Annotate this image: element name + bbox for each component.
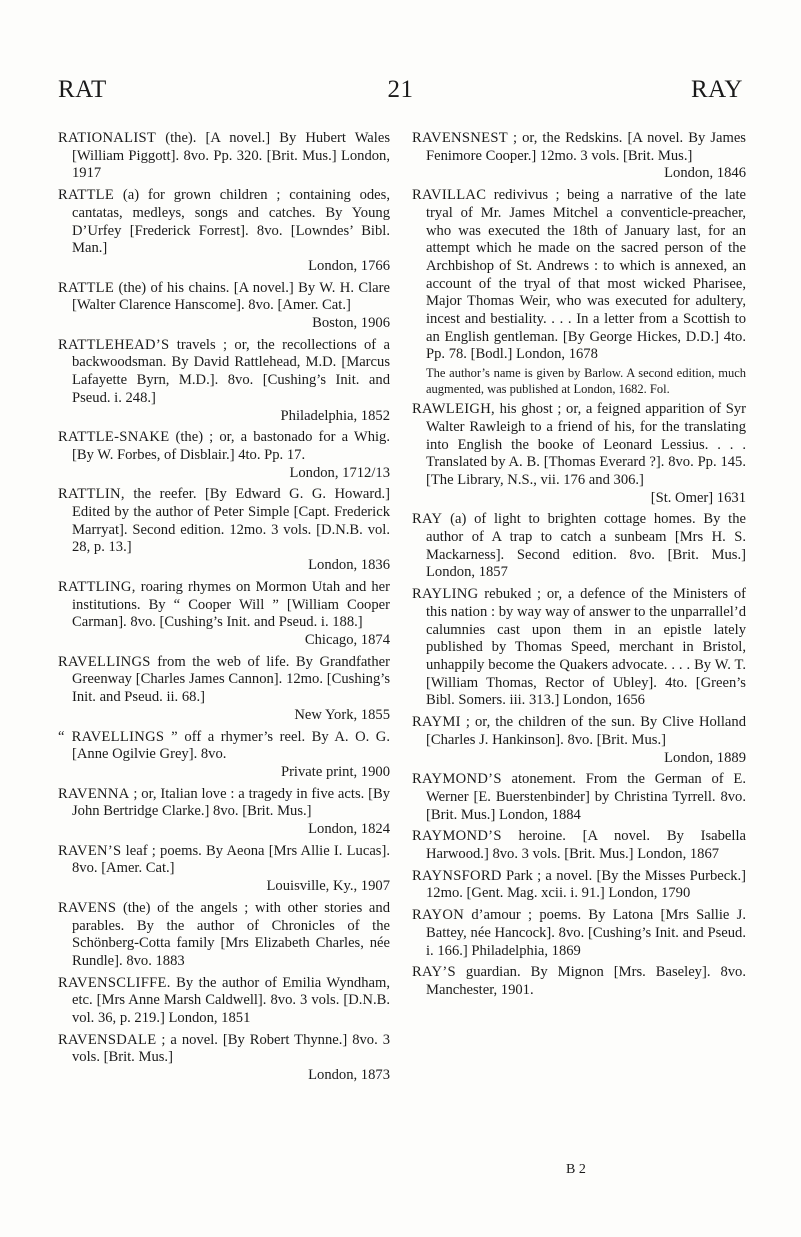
entry-heading: RAWLEIGH,	[412, 401, 495, 418]
entry-text: By the author of Emilia Wyndham, etc. [Mrs Anne Marsh Caldwell]. 8vo. 3 vols. [D.N.B. vol. 36, p. 219.] London, 1851	[72, 974, 390, 1027]
bibliography-entry	[58, 1032, 390, 1085]
bibliography-entry	[58, 280, 390, 333]
left-column	[58, 130, 390, 1089]
entry-text: rebuked ; or, a defence of the Ministers of this nation : by way way of answer to the unparrallel’d calumnies cast upon them in an epistle lately published by Thomas Speed, merchant in Bristol, unhappily become the Quakers advocate. . . . By W. T. [William Thomas, Rector of Ubley]. 4to. [Green’s Bibl. Somers. iii. 313.] London, 1656	[426, 586, 746, 709]
entry-text: the reefer. [By Edward G. G. Howard.] Edited by the author of Peter Simple [Capt. Frederick Marryat]. Second edition. 12mo. 3 vols. [D.N.B. vol. 28, p. 13.]	[72, 486, 390, 556]
entry-heading: RAY’S	[412, 964, 456, 981]
bibliography-entry	[412, 401, 746, 507]
entry-text: from the web of life. By Grandfather Greenway [Charles James Cannon]. 12mo. [Cushing’s Init. and Pseud. ii. 68.]	[72, 653, 390, 706]
bibliography-entry	[58, 579, 390, 650]
entry-heading: RATTLE	[58, 187, 115, 204]
entry-heading: RATTLING,	[58, 578, 136, 595]
bibliography-entry	[412, 828, 746, 863]
signature-mark: B 2	[566, 1162, 586, 1177]
entry-imprint: London, 1889	[664, 749, 746, 766]
header-right: RAY	[691, 76, 743, 103]
entry-heading: RAYMOND’S	[412, 771, 502, 788]
entry-heading: RAVENSCLIFFE.	[58, 974, 171, 991]
right-column	[412, 130, 746, 1004]
bibliography-entry	[58, 843, 390, 896]
entry-heading: RAYON	[412, 907, 465, 924]
entry-imprint: New York, 1855	[294, 706, 390, 723]
bibliography-entry	[412, 511, 746, 582]
entry-heading: RAVELLINGS	[58, 653, 151, 670]
entry-text: (the). [A novel.] By Hubert Wales [William Piggott]. 8vo. Pp. 320. [Brit. Mus.] London, 1917	[72, 130, 390, 182]
entry-heading: RAVENNA	[58, 785, 130, 802]
bibliography-entry	[58, 729, 390, 782]
bibliography-entry	[412, 868, 746, 903]
entry-imprint: London, 1712/13	[289, 464, 390, 481]
entry-text: (a) for grown children ; containing odes, cantatas, medleys, songs and catches. By Young D’Urfey [Frederick Forrest]. 8vo. [Lowndes’ Bibl. Man.]	[72, 187, 390, 257]
entry-note: The author’s name is given by Barlow. A second edition, much augmented, was published at London, 1682. Fol.	[426, 366, 746, 396]
entry-text: ; or, the Redskins. [A novel. By James Fenimore Cooper.] 12mo. 3 vols. [Brit. Mus.]	[426, 130, 746, 164]
entry-text: leaf ; poems. By Aeona [Mrs Allie I. Lucas]. 8vo. [Amer. Cat.]	[72, 842, 390, 877]
entry-imprint: London, 1824	[308, 821, 390, 838]
entry-text: heroine. [A novel. By Isabella Harwood.] 8vo. 3 vols. [Brit. Mus.] London, 1867	[426, 828, 746, 863]
entry-heading: RAVILLAC	[412, 187, 487, 204]
bibliography-entry	[412, 714, 746, 767]
entry-imprint: Philadelphia, 1852	[280, 407, 390, 424]
entry-heading: RAYNSFORD	[412, 867, 502, 884]
entry-text: off a rhymer’s reel. By A. O. G. [Anne Ogilvie Grey]. 8vo.	[72, 728, 390, 763]
entry-text: Park ; a novel. [By the Misses Purbeck.] 12mo. [Gent. Mag. xcii. i. 91.] London, 1790	[426, 867, 746, 902]
bibliography-entry	[58, 900, 390, 971]
bibliography-entry	[412, 907, 746, 960]
entry-imprint: London, 1846	[664, 165, 746, 182]
entry-text: guardian. By Mignon [Mrs. Baseley]. 8vo. Manchester, 1901.	[426, 964, 746, 998]
page-number: 21	[387, 76, 414, 103]
entry-text: atonement. From the German of E. Werner [E. Buerstenbinder] by Christina Tyrrell. 8vo. [Brit. Mus.] London, 1884	[426, 771, 746, 823]
bibliography-entry	[412, 771, 746, 824]
entry-imprint: [St. Omer] 1631	[650, 489, 746, 506]
entry-text: ; or, the children of the sun. By Clive Holland [Charles J. Hankinson]. 8vo. [Brit. Mus.]	[426, 714, 746, 748]
bibliography-entry	[58, 429, 390, 482]
entry-heading: RATTLE-SNAKE	[58, 429, 170, 446]
entry-imprint: Chicago, 1874	[304, 631, 390, 648]
entry-text: (a) of light to brighten cottage homes. By the author of A trap to catch a sunbeam [Mrs H. S. Mackarness]. Second edition. 8vo. [Brit. Mus.] London, 1857	[426, 511, 746, 581]
entry-text: (the) of the angels ; with other stories and parables. By the author of Chronicles of the Schönberg-Cotta family [Mrs Elizabeth Charles, née Rundle]. 8vo. 1883	[72, 899, 390, 969]
bibliography-entry	[412, 586, 746, 710]
bibliography-entry	[58, 786, 390, 839]
bibliography-entry	[58, 187, 390, 276]
entry-text: travels ; or, the recollections of a backwoodsman. By David Rattlehead, M.D. [Marcus Lafayette Byrn, M.D.]. 8vo. [Cushing’s Init. and Pseud. i. 248.]	[72, 336, 390, 406]
bibliography-entry	[58, 486, 390, 575]
bibliography-entry	[58, 975, 390, 1028]
entry-heading: RAVENSNEST	[412, 130, 508, 146]
entry-heading: RAY	[412, 511, 443, 528]
entry-imprint: London, 1836	[308, 557, 390, 574]
entry-heading: RATIONALIST	[58, 130, 157, 146]
entry-heading: RATTLIN,	[58, 486, 125, 503]
bibliography-entry	[58, 337, 390, 426]
entry-heading: RATTLE	[58, 279, 115, 296]
running-header	[58, 76, 743, 112]
entry-imprint: Louisville, Ky., 1907	[266, 878, 390, 895]
entry-text: d’amour ; poems. By Latona [Mrs Sallie J. Battey, née Hancock]. 8vo. [Cushing’s Init. and Pseud. i. 166.] Philadelphia, 1869	[426, 907, 746, 959]
entry-text: ; a novel. [By Robert Thynne.] 8vo. 3 vols. [Brit. Mus.]	[72, 1031, 390, 1066]
entry-imprint: London, 1766	[308, 257, 390, 274]
bibliography-entry	[412, 187, 746, 364]
entry-heading: “ RAVELLINGS ”	[58, 728, 178, 745]
bibliography-entry	[58, 654, 390, 725]
entry-text: roaring rhymes on Mormon Utah and her institutions. By “ Cooper Will ” [William Cooper Carman]. 8vo. [Cushing’s Init. and Pseud. i. 188.]	[72, 578, 390, 631]
entry-heading: RAYMI	[412, 714, 461, 731]
entry-heading: RATTLEHEAD’S	[58, 336, 170, 353]
bibliography-entry	[58, 130, 390, 183]
header-left: RAT	[58, 76, 107, 103]
entry-text: ; or, Italian love : a tragedy in five acts. [By John Bertridge Clarke.] 8vo. [Brit. Mus.]	[72, 785, 390, 820]
bibliography-entry	[412, 964, 746, 999]
entry-imprint: Private print, 1900	[280, 763, 390, 780]
entry-text: (the) of his chains. [A novel.] By W. H. Clare [Walter Clarence Hanscome]. 8vo. [Amer. Cat.]	[72, 279, 390, 314]
entry-heading: RAVENSDALE	[58, 1031, 157, 1048]
entry-text: redivivus ; being a narrative of the late tryal of Mr. James Mitchel a conventicle-preacher, who was executed the 18th of January last, for an attempt which he made on the sacred person of the Archbishop of St. Andrews : to which is annexed, an account of the tryal of that most wicked Pharisee, Major Thomas Weir, who was executed for adultery, incest and bestiality. . . . In a letter from a Scottish to an English gentleman. [By George Hickes, D.D.] 4to. Pp. 78. [Bodl.] London, 1678	[426, 187, 746, 363]
entry-imprint: London, 1873	[308, 1067, 390, 1084]
entry-heading: RAYLING	[412, 586, 479, 603]
entry-text: his ghost ; or, a feigned apparition of Syr Walter Rawleigh to a friend of his, for the translating into English the booke of Leonard Lessius. . . . Translated by A. B. [Thomas Everard ?]. 8vo. Pp. 145. [The Library, N.S., vii. 176 and 306.]	[426, 401, 746, 488]
entry-imprint: Boston, 1906	[312, 315, 390, 332]
entry-heading: RAVEN’S	[58, 842, 122, 859]
entry-text: (the) ; or, a bastonado for a Whig. [By W. Forbes, of Disblair.] 4to. Pp. 17.	[72, 429, 390, 463]
bibliography-entry	[412, 130, 746, 183]
entry-heading: RAVENS	[58, 899, 117, 916]
entry-heading: RAYMOND’S	[412, 828, 502, 845]
